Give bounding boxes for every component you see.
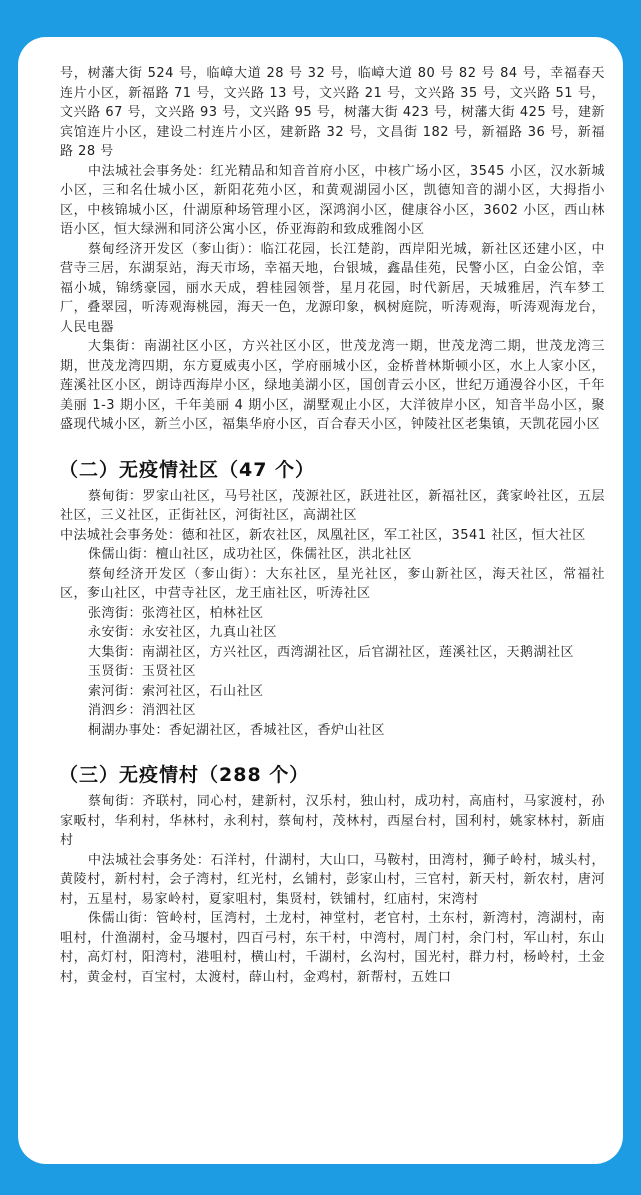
document-body <box>60 64 605 987</box>
paragraph-yongan: 永安街：永安社区，九真山社区 <box>88 625 278 640</box>
paragraph-daji: 大集街：南湖社区，方兴社区，西湾湖社区，后官湖社区，莲溪社区，天鹅湖社区 <box>88 644 575 660</box>
paragraph-zhurushan: 侏儒山街：檀山社区，成功社区，侏儒社区，洪北社区 <box>88 547 413 562</box>
paragraph-yuxian: 玉贤街：玉贤社区 <box>88 664 197 679</box>
section-heading-epidemic-free-communities: （二）无疫情社区（47 个） <box>59 458 316 481</box>
paragraph-zhongfacheng-communities: 中法城社会事务处：红光精品和知音首府小区，中核广场小区，3545 小区，汉水新城小区，三和名仕城小区，新阳花苑小区，和黄观湖园小区，凯德知音的湖小区，大拇指小区，中核锦城小区，什湖原种场管理小区，深鸿润小区，健康谷小区，3602 小区，西山林语小区，恒大绿洲和同济公寓小区，侨亚海韵和致成雅阁小区 <box>60 163 605 237</box>
paragraph-suohe: 索河街：索河社区，石山社区 <box>88 683 264 699</box>
paragraph-zhashan: 蔡甸经济开发区（奓山街）：大东社区，星光社区，奓山新社区，海天社区，常福社区，奓山社区，中营寺社区，龙王庙社区，听涛社区 <box>60 566 605 601</box>
paragraph-tonghu: 桐湖办事处：香妃湖社区，香城社区，香炉山社区 <box>88 722 386 738</box>
paragraph-daji-communities: 大集街：南湖社区小区，方兴社区小区，世茂龙湾一期，世茂龙湾二期，世茂龙湾三期，世茂龙湾四期，东方夏威夷小区，学府丽城小区，金桥普林斯顿小区，水上人家小区，莲溪社区小区，朗诗西海岸小区，绿地美湖小区，国创青云小区，世纪万通漫谷小区，千年美丽 1-3 期小区，千年美丽 4 期小区，湖墅观止小区，大洋彼岸小区，知音半岛小区，聚盛现代城小区，新兰小区，福集华府小区，百合春天小区，钟陵社区老集镇，天凯花园小区 <box>60 339 605 432</box>
paragraph-caidian-street: 蔡甸街：罗家山社区，马号社区，茂源社区，跃进社区，新福社区，龚家岭社区，五层社区，三义社区，正街社区，河街社区，高湖社区 <box>60 488 605 523</box>
paragraph-caidian-villages: 蔡甸街：齐联村，同心村，建新村，汉乐村，独山村，成功村，高庙村，马家渡村，孙家畈村，华利村，华林村，永利村，蔡甸村，茂林村，西屋台村，国利村，姚家林村，新庙村 <box>60 794 605 848</box>
paragraph-zhangwan: 张湾街：张湾社区，柏林社区 <box>88 605 264 621</box>
paragraph-zhongfacheng: 中法城社会事务处：德和社区，新农社区，凤凰社区，军工社区，3541 社区，恒大社区 <box>60 527 586 543</box>
paragraph-street-addresses: 号，树藩大街 524 号，临嶂大道 28 号 32 号，临嶂大道 80 号 82 号 84 号，幸福春天连片小区，新福路 71 号，文兴路 13 号，文兴路 21 号，文兴路 35 号，文兴路 51 号，文兴路 67 号，文兴路 93 号，文兴路 95 号，树藩大街 423 号，树藩大街 425 号，建新宾馆连片小区，建设二村连片小区，建新路 32 号，文昌街 182 号，新福路 36 号，新福路 28 号 <box>60 66 605 159</box>
paragraph-zhurushan-villages: 侏儒山街：管岭村，匡湾村，土龙村，神堂村，老官村，土东村，新湾村，湾湖村，南咀村，什渔湖村，金马堰村，四百弓村，东干村，中湾村，周门村，余门村，军山村，东山村，高灯村，阳湾村，港咀村，横山村，千湖村，幺沟村，国光村，群力村，杨岭村，土金村，黄金村，百宝村，太渡村，薛山村，金鸡村，新帮村，五姓口 <box>60 911 605 985</box>
section-heading-epidemic-free-villages: （三）无疫情村（288 个） <box>59 764 310 786</box>
paragraph-zhashan-communities: 蔡甸经济开发区（奓山街）：临江花园，长江楚韵，西岸阳光城，新社区还建小区，中营寺三居，东湖泵站，海天市场，幸福天地，台银城，鑫晶佳苑，民警小区，白金公馆，幸福小城，锦绣豪园，丽水天成，碧桂园领誉，星月花园，时代新居，天城雅居，汽车梦工厂，叠翠园，听涛观海桃园，海天一色，龙源印象，枫树庭院，听涛观海，听涛观海龙台，人民电器 <box>60 241 605 335</box>
document-card <box>18 37 623 1164</box>
paragraph-xiaosi: 消泗乡：消泗社区 <box>88 703 197 718</box>
paragraph-zhongfacheng-villages: 中法城社会事务处：石洋村，什湖村，大山口，马鞍村，田湾村，狮子岭村，城头村，黄陵村，新村村，会子湾村，红光村，幺铺村，彭家山村，三官村，新天村，新农村，唐河村，五星村，易家岭村，夏家咀村，集贤村，铁铺村，红庙村，宋湾村 <box>60 852 605 907</box>
